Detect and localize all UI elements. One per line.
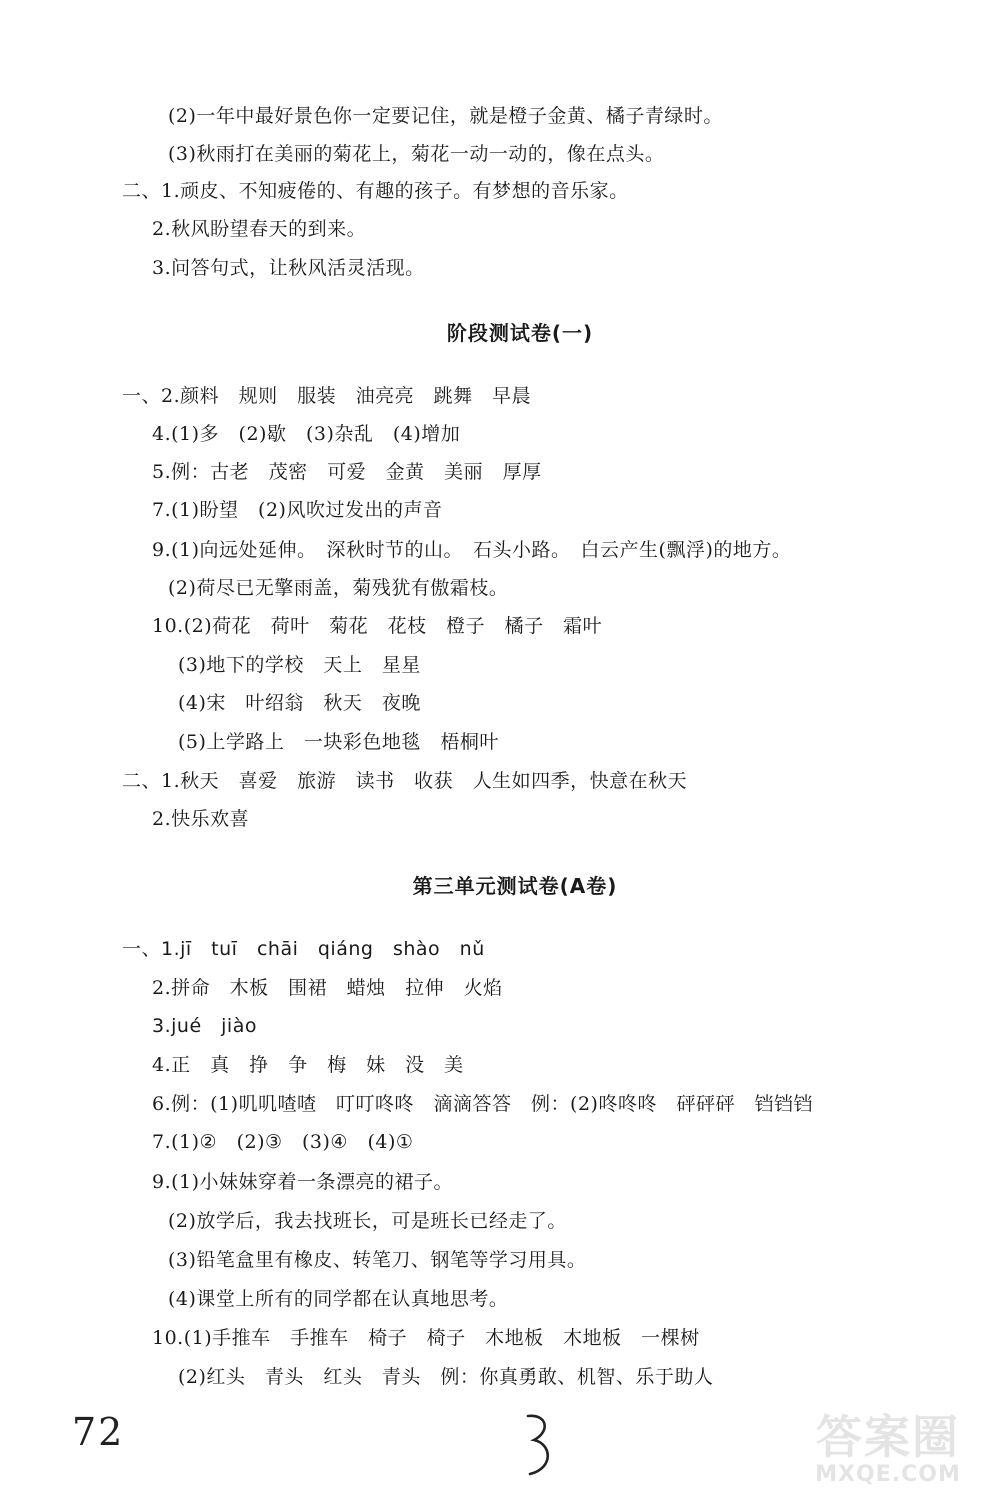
answer-line: (2)放学后，我去找班长，可是班长已经走了。	[168, 1210, 567, 1232]
section-heading-stage-test: 阶段测试卷(一)	[446, 321, 594, 345]
answer-line: 7.(1)② (2)③ (3)④ (4)①	[152, 1131, 414, 1153]
answer-line: (3)铅笔盒里有橡皮、转笔刀、钢笔等学习用具。	[168, 1249, 587, 1271]
answer-line: (2)红头 青头 红头 青头 例：你真勇敢、机智、乐于助人	[178, 1366, 714, 1388]
answer-line: 一、2.颜料 规则 服装 油亮亮 跳舞 早晨	[122, 385, 532, 407]
answer-line: 10.(2)荷花 荷叶 菊花 花枝 橙子 橘子 霜叶	[152, 615, 603, 637]
answer-line: 2.拼命 木板 围裙 蜡烛 拉伸 火焰	[152, 977, 503, 999]
answer-line: 9.(1)小妹妹穿着一条漂亮的裙子。	[152, 1171, 454, 1193]
answer-line: (3)秋雨打在美丽的菊花上，菊花一动一动的，像在点头。	[168, 143, 665, 165]
answer-line: 3.jué jiào	[152, 1015, 257, 1037]
answer-line: 9.(1)向远处延伸。 深秋时节的山。 石头小路。 白云产生(飘浮)的地方。	[152, 539, 792, 561]
answer-line: 一、1.jī tuī chāi qiáng shào nǔ	[122, 938, 485, 960]
answer-line: 3.问答句式，让秋风活灵活现。	[152, 257, 425, 279]
answer-line: 6.例：(1)叽叽喳喳 叮叮咚咚 滴滴答答 例：(2)咚咚咚 砰砰砰 铛铛铛	[152, 1093, 813, 1115]
answer-line: 2.秋风盼望春天的到来。	[152, 218, 367, 240]
answer-line: 2.快乐欢喜	[152, 808, 250, 830]
answer-line: (4)宋 叶绍翁 秋天 夜晚	[178, 692, 421, 714]
section-heading-unit3-test: 第三单元测试卷(A卷)	[412, 874, 618, 898]
answer-line: (3)地下的学校 天上 星星	[178, 654, 421, 676]
answer-line: (2)荷尽已无擎雨盖，菊残犹有傲霜枝。	[168, 577, 509, 599]
answer-line: 10.(1)手推车 手推车 椅子 椅子 木地板 木地板 一棵树	[152, 1327, 700, 1349]
answer-line: (4)课堂上所有的同学都在认真地思考。	[168, 1288, 509, 1310]
answer-line: 二、1.顽皮、不知疲倦的、有趣的孩子。有梦想的音乐家。	[122, 180, 629, 202]
answer-line: (5)上学路上 一块彩色地毯 梧桐叶	[178, 731, 499, 753]
handwritten-scribble-icon	[520, 1410, 560, 1480]
answer-line: 二、1.秋天 喜爱 旅游 读书 收获 人生如四季，快意在秋天	[122, 770, 688, 792]
watermark-logo	[788, 1412, 988, 1492]
watermark-url: MXQE.COM	[815, 1462, 961, 1487]
answer-line: 5.例：古老 茂密 可爱 金黄 美丽 厚厚	[152, 461, 542, 483]
answer-line: 4.正 真 挣 争 梅 妹 没 美	[152, 1054, 464, 1076]
answer-line: 4.(1)多 (2)歇 (3)杂乱 (4)增加	[152, 423, 461, 445]
answer-line: (2)一年中最好景色你一定要记住，就是橙子金黄、橘子青绿时。	[168, 105, 723, 127]
page-number: 72	[72, 1410, 125, 1454]
answer-line: 7.(1)盼望 (2)风吹过发出的声音	[152, 499, 443, 521]
watermark-logo-text: 答案圈	[816, 1410, 960, 1464]
